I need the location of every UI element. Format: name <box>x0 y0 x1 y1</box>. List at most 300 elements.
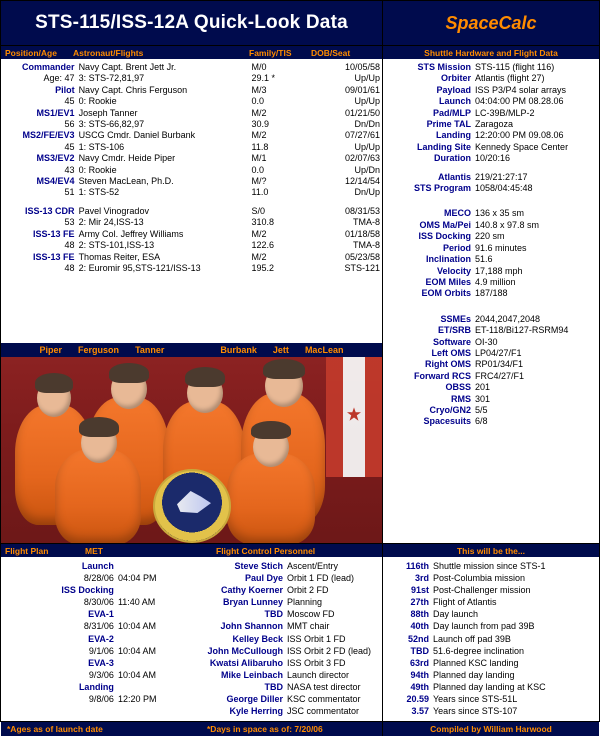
crew-name: Joseph Tanner <box>78 107 138 118</box>
astronaut-hair <box>79 417 119 437</box>
iss-dob: 08/31/53 <box>344 205 380 216</box>
table-row <box>1 252 382 263</box>
iss-flights: 2: Mir 24,ISS-13 <box>78 217 144 228</box>
flight-data-value: 136 x 35 sm <box>475 208 525 219</box>
iss-role: ISS-13 FE <box>33 251 75 262</box>
table-row <box>197 620 383 632</box>
photo-name-burbank: Burbank <box>220 345 257 355</box>
iss-age: 48 <box>64 240 75 251</box>
table-row <box>1 62 382 73</box>
fc-role: Moscow FD <box>287 609 335 620</box>
table-row <box>1 560 201 572</box>
table-spacer <box>1 199 382 206</box>
crew-tis: 29.1 * <box>251 73 276 84</box>
crew-name: Navy Capt. Brent Jett Jr. <box>78 62 177 72</box>
canadian-flag <box>326 357 382 477</box>
table-row <box>383 572 599 584</box>
table-row <box>383 108 599 119</box>
hardware-label: Atlantis <box>437 171 471 182</box>
header-shuttle-hardware: Shuttle Hardware and Flight Data <box>424 47 558 58</box>
fc-role: Launch director <box>287 669 350 680</box>
fp-date: 8/28/06 <box>83 573 114 584</box>
first-text: Years since STS-51L <box>433 694 518 705</box>
fp-met: 10:04 AM <box>117 621 156 632</box>
flight-data-value: 91.6 minutes <box>475 242 527 253</box>
fc-role: ISS Orbit 1 FD <box>287 633 346 644</box>
hardware2-value: LP04/27/F1 <box>475 347 522 358</box>
fp-met: 04:04 PM <box>117 573 157 584</box>
hardware2-value: FRC4/27/F1 <box>475 370 525 381</box>
table-spacer <box>383 300 599 307</box>
hardware-label: Prime TAL <box>426 119 471 130</box>
first-text: Day launch from pad 39B <box>433 621 535 632</box>
table-row <box>383 371 599 382</box>
crew-dob: 01/21/50 <box>344 107 380 118</box>
flight-data-label: EOM Orbits <box>421 288 471 299</box>
hardware-value: Kennedy Space Center <box>475 141 569 152</box>
table-row <box>383 231 599 242</box>
first-number: 52nd <box>407 633 429 644</box>
table-row <box>1 130 382 141</box>
table-row <box>1 108 382 119</box>
fp-met: 10:04 AM <box>117 645 156 656</box>
fp-met: 12:20 PM <box>117 694 157 705</box>
table-row <box>1 572 201 584</box>
table-row <box>197 681 383 693</box>
crew-family: M/3 <box>251 84 267 95</box>
fc-name: George Diller <box>226 694 283 705</box>
photo-name-ferguson: Ferguson <box>78 345 120 355</box>
table-row <box>383 608 599 620</box>
column-header-bar <box>1 46 599 59</box>
table-row <box>1 620 201 632</box>
hardware-label: Duration <box>434 153 471 164</box>
hardware-value: 10/20:16 <box>475 153 511 164</box>
crew-flights: 3: STS-66,82,97 <box>78 119 145 130</box>
iss-role: ISS-13 CDR <box>25 205 75 216</box>
table-row <box>197 608 383 620</box>
flight-data-label: Period <box>442 242 471 253</box>
fc-role: ISS Orbit 3 FD <box>287 657 346 668</box>
fc-role: ISS Orbit 2 FD (lead) <box>287 645 372 656</box>
table-row <box>1 142 382 153</box>
header-flight-control: Flight Control Personnel <box>216 545 316 556</box>
table-row <box>1 596 201 608</box>
fc-name: John McCullough <box>207 645 283 656</box>
crew-family: M/2 <box>251 130 267 141</box>
header-firsts: This will be the... <box>456 545 525 556</box>
iss-tis: 310.8 <box>251 217 275 228</box>
iss-family: M/2 <box>251 251 267 262</box>
first-number: 94th <box>410 669 429 680</box>
crew-seat: Up/Dn <box>354 164 380 175</box>
crew-role: MS2/FE/EV3 <box>22 130 75 141</box>
fp-met <box>116 633 201 645</box>
flight-data-label: Inclination <box>426 254 471 265</box>
first-number: 49th <box>410 681 429 692</box>
first-text: 51.6-degree inclination <box>433 645 525 656</box>
fc-name: Mike Leinbach <box>220 669 283 680</box>
fc-role: Orbit 2 FD <box>287 585 329 596</box>
iss-age: 53 <box>64 217 75 228</box>
hardware-label: STS Mission <box>417 62 471 72</box>
header-met: MET <box>85 545 103 556</box>
table-row <box>383 254 599 265</box>
crew-name: Navy Capt. Chris Ferguson <box>78 84 188 95</box>
table-row <box>1 584 201 596</box>
iss-family: M/2 <box>251 228 267 239</box>
flight-data-label: ISS Docking <box>418 231 471 242</box>
table-row <box>383 142 599 153</box>
table-row <box>1 85 382 96</box>
fc-name: Bryan Lunney <box>222 597 283 608</box>
footnote-ages: *Ages as of launch date <box>7 724 103 734</box>
header-family-tis: Family/TIS <box>249 47 292 58</box>
crew-flights: 0: Rookie <box>78 164 117 175</box>
fc-name: Kelley Beck <box>232 633 283 644</box>
hardware-label: STS Program <box>413 183 471 194</box>
table-row <box>383 633 599 645</box>
flight-data-value: 140.8 x 97.8 sm <box>475 219 540 230</box>
fp-event: EVA-2 <box>88 633 114 644</box>
crew-role: MS4/EV4 <box>36 176 75 187</box>
hardware2-value: 5/5 <box>475 404 488 415</box>
table-spacer <box>383 201 599 208</box>
table-row <box>197 657 383 669</box>
footer-bar <box>1 721 599 736</box>
hardware-value: 12:20:00 PM 09.08.06 <box>475 130 564 141</box>
crew-photo-name-bar <box>1 343 382 357</box>
iss-seat: TMA-8 <box>353 217 380 228</box>
first-text: Post-Columbia mission <box>433 573 526 584</box>
bottom-body <box>1 557 599 721</box>
table-row <box>197 596 383 608</box>
table-row <box>383 314 599 325</box>
hardware2-label: Spacesuits <box>423 416 471 427</box>
crew-seat: Dn/Dn <box>354 119 380 130</box>
table-row <box>1 119 382 130</box>
header-flight-plan: Flight Plan <box>5 545 49 556</box>
crew-dob: 10/05/58 <box>344 62 380 72</box>
crew-tis: 11.0 <box>251 187 269 198</box>
hardware-value: ISS P3/P4 solar arrays <box>475 84 567 95</box>
hardware-panel <box>383 59 599 543</box>
crew-flights: 1: STS-106 <box>78 141 125 152</box>
first-number: 27th <box>410 597 429 608</box>
table-row <box>383 560 599 572</box>
table-row <box>383 119 599 130</box>
fc-name: TBD <box>264 681 283 692</box>
iss-seat: TMA-8 <box>353 240 380 251</box>
table-row <box>383 705 599 717</box>
table-row <box>1 693 201 705</box>
fc-name: Steve Stich <box>234 561 283 571</box>
crew-seat: Up/Up <box>354 96 380 107</box>
table-row <box>1 206 382 217</box>
hardware2-value: RP01/34/F1 <box>475 359 524 370</box>
table-row <box>197 572 383 584</box>
table-row <box>383 657 599 669</box>
crew-family: M/? <box>251 176 267 187</box>
first-number: TBD <box>410 645 429 656</box>
crew-dob: 07/27/61 <box>344 130 380 141</box>
firsts-table <box>383 560 599 717</box>
crew-role: Commander <box>22 62 75 72</box>
fp-met: 11:40 AM <box>117 597 156 608</box>
iss-flights: 2: STS-101,ISS-13 <box>78 240 155 251</box>
brand-title-container <box>383 1 599 45</box>
crew-age: 56 <box>64 119 75 130</box>
first-text: Post-Challenger mission <box>433 585 531 596</box>
table-row <box>383 325 599 336</box>
hardware-label: Landing <box>436 130 471 141</box>
astronaut-hair <box>109 363 149 383</box>
hardware-value: 04:04:00 PM 08.28.06 <box>475 96 564 107</box>
hardware-value: 1058/04:45:48 <box>475 183 533 194</box>
hardware2-value: 201 <box>475 382 491 393</box>
table-row <box>1 263 382 274</box>
first-text: Flight of Atlantis <box>433 597 497 608</box>
iss-name: Thomas Reiter, ESA <box>78 251 161 262</box>
table-row <box>1 633 201 645</box>
fc-role: Ascent/Entry <box>287 561 339 571</box>
fc-name: Kwatsi Alibaruho <box>209 657 283 668</box>
crew-age: 51 <box>64 187 75 198</box>
hardware-value: Atlantis (flight 27) <box>475 73 545 84</box>
iss-dob: 01/18/58 <box>344 228 380 239</box>
iss-tis: 122.6 <box>251 240 275 251</box>
hardware2-label: ET/SRB <box>437 325 471 336</box>
table-spacer <box>383 194 599 201</box>
footer-credit: Compiled by William Harwood <box>430 724 552 734</box>
first-text: Years since STS-107 <box>433 706 518 717</box>
flight-data-value: 4.9 million <box>475 276 516 287</box>
iss-name: Pavel Vinogradov <box>78 205 149 216</box>
table-row <box>383 62 599 73</box>
first-number: 3rd <box>414 573 429 584</box>
table-row <box>383 277 599 288</box>
first-number: 3.57 <box>411 706 429 717</box>
hardware2-label: Forward RCS <box>413 370 471 381</box>
hardware2-value: 301 <box>475 393 491 404</box>
table-row <box>1 96 382 107</box>
crew-tis: 0.0 <box>251 164 264 175</box>
table-row <box>383 348 599 359</box>
table-row <box>1 165 382 176</box>
crew-seat: Up/Up <box>354 141 380 152</box>
crew-tis: 0.0 <box>251 96 264 107</box>
crew-seat: Dn/Up <box>354 187 380 198</box>
fc-role: NASA test director <box>287 681 361 692</box>
iss-family: S/0 <box>251 205 265 216</box>
crew-role: MS3/EV2 <box>36 153 75 164</box>
iss-dob: 05/23/58 <box>344 251 380 262</box>
crew-photo <box>1 343 382 543</box>
crew-photo-image <box>1 357 382 543</box>
fp-met <box>116 608 201 620</box>
photo-name-jett: Jett <box>272 345 289 355</box>
table-row <box>197 693 383 705</box>
astronaut-hair <box>251 421 291 439</box>
crew-name: Steven MacLean, Ph.D. <box>78 176 174 187</box>
astronaut-hair <box>185 367 225 387</box>
flight-data-label: OMS Ma/Pei <box>419 219 471 230</box>
first-number: 40th <box>410 621 429 632</box>
mission-patch <box>153 469 231 543</box>
table-row <box>1 645 201 657</box>
fc-role: Orbit 1 FD (lead) <box>287 573 355 584</box>
header-position-age: Position/Age <box>5 47 57 58</box>
astronaut-hair <box>263 359 305 379</box>
table-row <box>1 73 382 84</box>
flight-data-value: 220 sm <box>475 231 505 242</box>
crew-age: 43 <box>64 164 75 175</box>
crew-age: 45 <box>64 141 75 152</box>
fp-event: EVA-1 <box>88 609 114 620</box>
table-row <box>383 220 599 231</box>
flight-plan-table <box>1 560 201 705</box>
fp-event: EVA-3 <box>88 657 114 668</box>
flight-data-value: 51.6 <box>475 254 493 265</box>
crew-flights: 3: STS-72,81,97 <box>78 73 145 84</box>
hardware-value: STS-115 (flight 116) <box>475 62 555 72</box>
table-row <box>383 382 599 393</box>
fp-met: 10:04 AM <box>117 669 156 680</box>
hardware-table <box>383 62 599 428</box>
crew-role: MS1/EV1 <box>36 107 75 118</box>
table-row <box>197 584 383 596</box>
table-row <box>383 394 599 405</box>
crew-panel <box>1 59 383 543</box>
table-row <box>383 73 599 84</box>
table-row <box>197 560 383 572</box>
crew-family: M/2 <box>251 107 267 118</box>
hardware-value: 219/21:27:17 <box>475 171 528 182</box>
fc-role: JSC commentator <box>287 706 360 717</box>
footnote-days: *Days in space as of: 7/20/06 <box>207 724 323 734</box>
table-row <box>383 183 599 194</box>
fp-met <box>116 681 201 693</box>
fc-role: MMT chair <box>287 621 330 632</box>
table-row <box>383 405 599 416</box>
table-spacer <box>383 165 599 172</box>
iss-tis: 195.2 <box>251 262 275 273</box>
table-row <box>197 705 383 717</box>
table-row <box>1 608 201 620</box>
brand-title: SpaceCalc <box>445 12 537 33</box>
hardware-label: Pad/MLP <box>432 107 471 118</box>
flight-data-label: Velocity <box>436 265 471 276</box>
table-row <box>383 243 599 254</box>
flight-plan-panel <box>1 557 383 721</box>
hardware2-label: Software <box>432 336 471 347</box>
crew-name: USCG Cmdr. Daniel Burbank <box>78 130 196 141</box>
table-row <box>197 645 383 657</box>
crew-name: Navy Cmdr. Heide Piper <box>78 153 176 164</box>
table-row <box>1 217 382 228</box>
fp-met <box>116 657 201 669</box>
hardware-column-header <box>383 46 599 59</box>
first-text: Planned KSC landing <box>433 657 519 668</box>
table-row <box>1 229 382 240</box>
fc-name: Kyle Herring <box>229 706 283 717</box>
iss-flights: 2: Euromir 95,STS-121/ISS-13 <box>78 262 201 273</box>
main-title-container <box>1 1 383 45</box>
hardware2-value: 2044,2047,2048 <box>475 313 541 324</box>
fp-event: Landing <box>78 681 114 692</box>
table-row <box>197 633 383 645</box>
table-row <box>1 187 382 198</box>
header-astronaut-flights: Astronaut/Flights <box>73 47 144 58</box>
table-row <box>383 96 599 107</box>
hardware2-label: SSMEs <box>440 313 471 324</box>
title-bar <box>1 1 599 46</box>
crew-family: M/0 <box>251 62 267 72</box>
fc-role: Planning <box>287 597 323 608</box>
first-number: 63rd <box>409 657 429 668</box>
table-row <box>1 240 382 251</box>
table-row <box>1 153 382 164</box>
bottom-header-bar <box>1 543 599 557</box>
table-spacer <box>383 307 599 314</box>
table-row <box>383 85 599 96</box>
first-number: 88th <box>410 609 429 620</box>
fc-name: TBD <box>264 609 283 620</box>
flight-data-label: EOM Miles <box>425 276 471 287</box>
fp-date: 9/1/06 <box>88 645 114 656</box>
first-text: Day launch <box>433 609 479 620</box>
photo-name-tanner: Tanner <box>135 345 165 355</box>
hardware-label: Payload <box>436 84 471 95</box>
table-row <box>383 266 599 277</box>
hardware2-value: 6/8 <box>475 416 488 427</box>
fc-name: Cathy Koerner <box>220 585 283 596</box>
iss-age: 48 <box>64 262 75 273</box>
fp-date: 9/8/06 <box>88 694 114 705</box>
hardware2-label: Left OMS <box>431 347 471 358</box>
crew-family: M/1 <box>251 153 267 164</box>
footer-notes <box>1 722 383 736</box>
hardware-label: Launch <box>438 96 471 107</box>
table-row <box>383 596 599 608</box>
table-row <box>383 584 599 596</box>
header-dob-seat: DOB/Seat <box>311 47 351 58</box>
first-number: 116th <box>405 561 429 571</box>
crew-dob: 12/14/54 <box>344 176 380 187</box>
first-number: 91st <box>410 585 429 596</box>
table-row <box>1 681 201 693</box>
fc-name: Paul Dye <box>244 573 283 584</box>
firsts-panel <box>383 557 599 721</box>
crew-role: Pilot <box>55 84 75 95</box>
crew-age: Age: 47 <box>43 73 75 84</box>
astronaut-hair <box>35 373 73 393</box>
first-text: Launch off pad 39B <box>433 633 511 644</box>
table-row <box>383 669 599 681</box>
fp-event: Launch <box>81 561 114 571</box>
iss-seat: STS-121 <box>344 262 380 273</box>
table-row <box>383 208 599 219</box>
hardware-value: LC-39B/MLP-2 <box>475 107 535 118</box>
crew-table <box>1 62 382 274</box>
table-row <box>383 645 599 657</box>
crew-dob: 09/01/61 <box>344 84 380 95</box>
astronaut-figure <box>55 449 141 543</box>
flight-control-table <box>197 560 383 717</box>
iss-role: ISS-13 FE <box>33 228 75 239</box>
crew-column-headers <box>1 46 383 59</box>
table-row <box>383 693 599 705</box>
